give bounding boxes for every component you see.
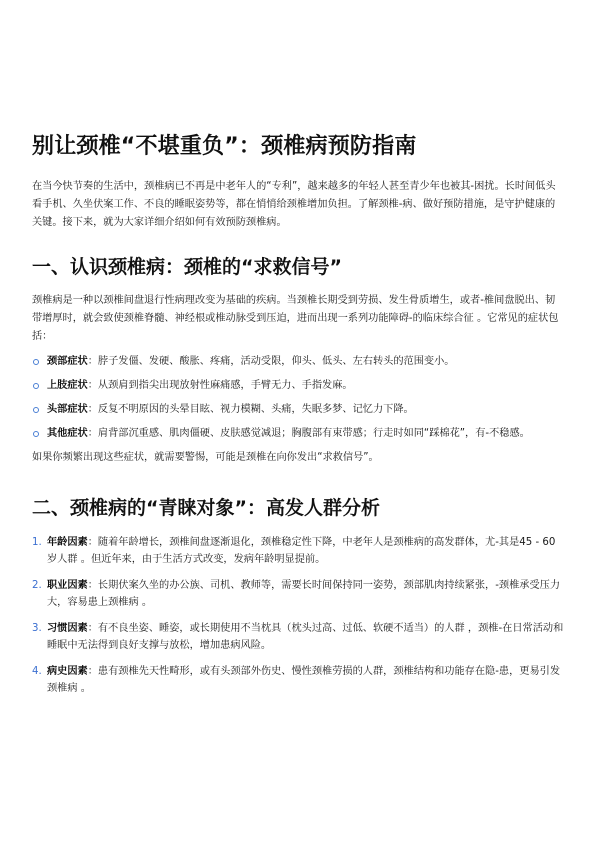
list-number: 4. [32, 666, 42, 677]
document-page [32, 132, 564, 706]
intro-paragraph: 在当今快节奏的生活中，颈椎病已不再是中老年人的“专利”，越来越多的年轻人甚至青少年也被其-困扰。长时间低头看手机、久坐伏案工作、不良的睡眠姿势等，都在悄悄给颈椎增加负担。了解颈椎-病、做好预防措施，是守护健康的关键。接下来，就为大家详细介绍如何有效预防颈椎病。 [32, 181, 556, 228]
section1-heading: 一、认识颈椎病：颈椎的“求救信号” [32, 256, 342, 278]
symptom-text: ：反复不明原因的头晕目眩、视力模糊、头痛，失眠多梦、记忆力下降。 [87, 404, 414, 415]
risk-group-item [32, 534, 564, 568]
symptom-text: ：脖子发僵、发硬、酸胀、疼痛，活动受限，仰头、低头、左右转头的范围变小。 [87, 356, 455, 367]
risk-group-label: 病史因素 [47, 666, 88, 677]
risk-group-item [32, 663, 564, 697]
bullet-icon [33, 407, 39, 413]
symptom-item [32, 401, 564, 418]
risk-group-list [32, 534, 564, 697]
symptom-list [32, 353, 564, 442]
risk-group-label: 职业因素 [47, 580, 88, 591]
symptom-text: ：肩背部沉重感、肌肉僵硬、皮肤感觉减退；胸腹部有束带感；行走时如同“踩棉花”，有-不稳感。 [87, 428, 530, 439]
bullet-icon [33, 431, 39, 437]
risk-group-item [32, 577, 564, 611]
risk-group-text: ：长期伏案久坐的办公族、司机、教师等，需要长时间保持同一姿势，颈部肌肉持续紧张，-颈椎承受压力大，容易患上颈椎病 。 [47, 580, 561, 608]
page-title: 别让颈椎“不堪重负”：颈椎病预防指南 [32, 134, 417, 159]
section1-outro-paragraph: 如果你频繁出现这些症状，就需要警惕，可能是颈椎在向你发出“求救信号”。 [32, 452, 379, 463]
symptom-text: ：从颈肩到指尖出现放射性麻痛感，手臂无力、手指发麻。 [87, 380, 353, 391]
symptom-label: 头部症状 [47, 404, 88, 415]
bullet-icon [33, 383, 39, 389]
symptom-item [32, 377, 564, 394]
symptom-label: 上肢症状 [47, 380, 88, 391]
risk-group-item [32, 620, 564, 654]
risk-group-text: ：随着年龄增长，颈椎间盘逐渐退化，颈椎稳定性下降，中老年人是颈椎病的高发群体，尤-其是45 - 60岁人群 。但近年来，由于生活方式改变，发病年龄明显提前。 [47, 537, 556, 565]
risk-group-text: ：患有颈椎先天性畸形，或有头颈部外伤史、慢性颈椎劳损的人群，颈椎结构和功能存在隐-患，更易引发颈椎病 。 [47, 666, 561, 694]
list-number: 2. [32, 580, 42, 591]
symptom-label: 颈部症状 [47, 356, 88, 367]
risk-group-label: 习惯因素 [47, 623, 88, 634]
risk-group-text: ：有不良坐姿、睡姿，或长期使用不当枕具（枕头过高、过低、软硬不适当）的人群 ，颈椎-在日常活动和睡眠中无法得到良好支撑与放松，增加患病风险。 [47, 623, 564, 651]
list-number: 3. [32, 623, 42, 634]
risk-group-label: 年龄因素 [47, 537, 88, 548]
section1-intro-paragraph: 颈椎病是一种以颈椎间盘退行性病理改变为基础的疾病。当颈椎长期受到劳损、发生骨质增生，或者-椎间盘脱出、韧带增厚时，就会致使颈椎脊髓、神经根或椎动脉受到压迫，进而出现一系列功能障碍-的临床综合征 。它常见的症状包括： [32, 295, 559, 342]
symptom-label: 其他症状 [47, 428, 88, 439]
section2-heading: 二、颈椎病的“青睐对象”：高发人群分析 [32, 497, 380, 519]
symptom-item [32, 353, 564, 370]
bullet-icon [33, 359, 39, 365]
symptom-item [32, 425, 564, 442]
list-number: 1. [32, 537, 42, 548]
